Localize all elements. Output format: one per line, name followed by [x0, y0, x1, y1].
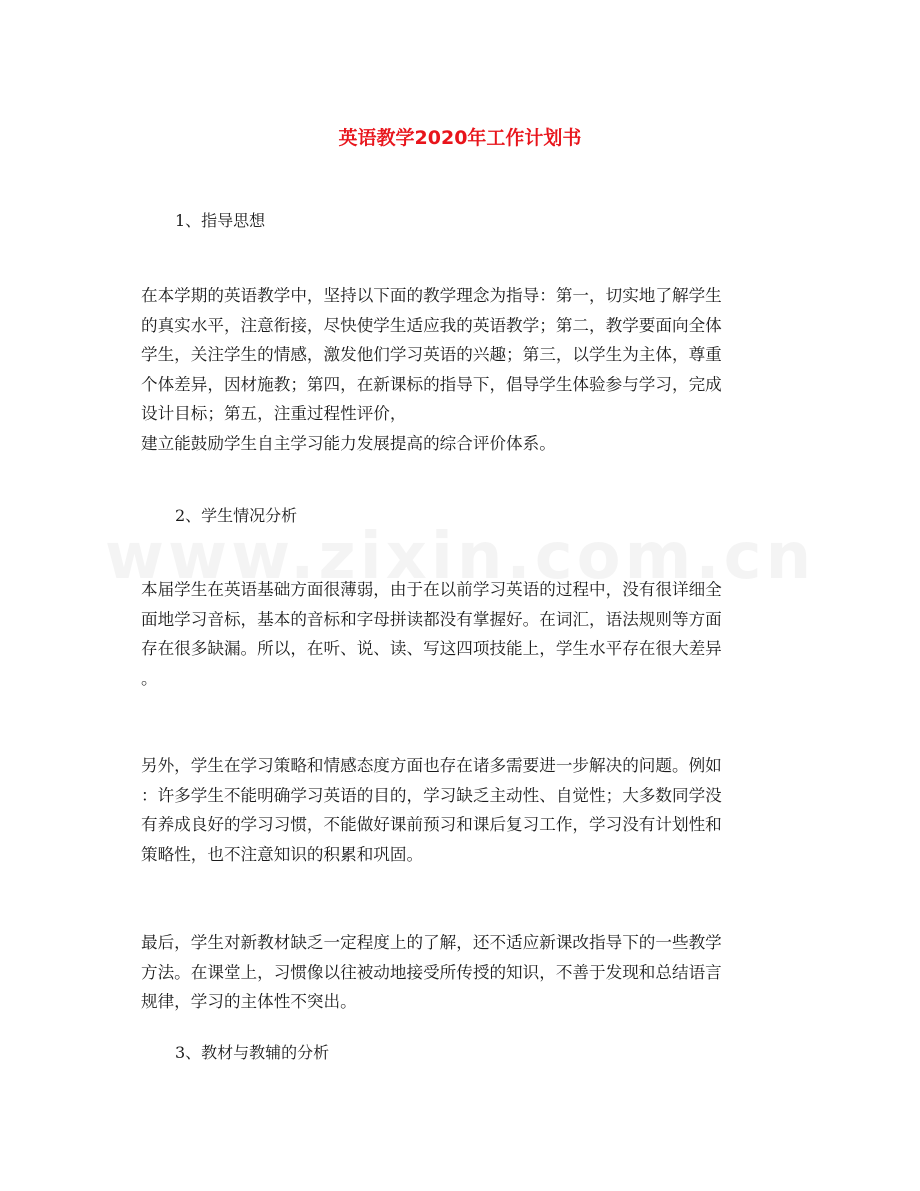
section-heading-textbook-analysis: 3、教材与教辅的分析: [175, 1043, 330, 1062]
text-line: 另外，学生在学习策略和情感态度方面也存在诸多需要进一步解决的问题。例如: [141, 756, 722, 775]
text-line: 存在很多缺漏。所以，在听、说、读、写这四项技能上，学生水平存在很大差异: [141, 639, 722, 658]
text-line: 建立能鼓励学生自主学习能力发展提高的综合评价体系。: [141, 433, 556, 453]
text-line: ：许多学生不能明确学习英语的目的，学习缺乏主动性、自觉性；大多数同学没: [141, 785, 722, 805]
text-line: 在本学期的英语教学中，坚持以下面的教学理念为指导：第一，切实地了解学生: [141, 286, 722, 305]
text-line: 设计目标；第五，注重过程性评价，: [141, 404, 407, 423]
text-line: 策略性，也不注意知识的积累和巩固。: [141, 844, 424, 864]
paragraph-guiding-ideology: [141, 281, 781, 458]
document-title: 英语教学2020年工作计划书: [338, 127, 582, 149]
text-line: 学生，关注学生的情感，激发他们学习英语的兴趣；第三，以学生为主体，尊重: [141, 345, 722, 364]
text-line: 有养成良好的学习习惯，不能做好课前预习和课后复习工作，学习没有计划性和: [141, 815, 722, 834]
section-heading-guiding-ideology: 1、指导思想: [175, 211, 266, 230]
text-line: 面地学习音标，基本的音标和字母拼读都没有掌握好。在词汇，语法规则等方面: [141, 609, 722, 629]
text-line: 。: [141, 668, 158, 688]
text-line: 方法。在课堂上，习惯像以往被动地接受所传授的知识，不善于发现和总结语言: [141, 962, 722, 982]
paragraph-new-textbook: [141, 928, 781, 1017]
text-line: 最后，学生对新教材缺乏一定程度上的了解，还不适应新课改指导下的一些教学: [141, 933, 722, 952]
text-line: 本届学生在英语基础方面很薄弱，由于在以前学习英语的过程中，没有很详细全: [141, 580, 722, 599]
text-line: 规律，学习的主体性不突出。: [141, 992, 357, 1011]
paragraph-learning-strategies: [141, 751, 781, 869]
text-line: 个体差异，因材施教；第四，在新课标的指导下，倡导学生体验参与学习，完成: [141, 374, 722, 394]
section-heading-student-analysis: 2、学生情况分析: [175, 506, 298, 525]
paragraph-student-basics: [141, 575, 781, 693]
text-line: 的真实水平，注意衔接，尽快使学生适应我的英语教学；第二，教学要面向全体: [141, 315, 722, 335]
